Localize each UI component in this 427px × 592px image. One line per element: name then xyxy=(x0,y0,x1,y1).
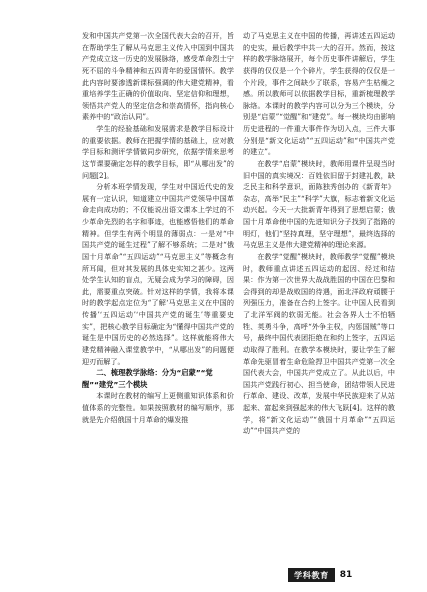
paragraph: 分析本班学情发现，学生对中国近代史的发展有一定认识，知道建立中国共产党领导中国革命走向成功的；不仅能说出语文课本上学过的不少革命先烈的名字和事迹，也能感悟他们的革命精神。但学生有两个明显的薄弱点：一是对“中国共产党的诞生过程”了解不够系统；二是对“俄国十月革命”“五四运动”“马克思主义”等概念有所耳闻，但对其发展的具体史实知之甚少。这两处学生认知的盲点，无疑会成为学习的障碍，因此，需要重点突破。针对这样的学情，我将本课时的教学起点定位为“了解‘马克思主义在中国的传播’‘五四运动’‘中国共产党的诞生’等重要史实”，把核心教学目标确定为“懂得中国共产党的诞生是中国历史的必然选择”。这样就能将伟大建党精神融入课堂教学中，“从哪出发”的问题便迎刃而解了。 xyxy=(82,182,234,366)
section-heading: 二、梳理教学脉络：分为“启蒙”“觉醒”“建党”三个模块 xyxy=(82,368,213,389)
right-column xyxy=(243,30,395,437)
paragraph: 本课时在教材的编写上更侧重知识体系和价值体系的完整性。如果按照教材的编写顺序，那就是先介绍俄国十月革命的爆发推 xyxy=(82,391,234,424)
left-column xyxy=(82,30,234,425)
page-number: 81 xyxy=(339,570,353,580)
page-footer xyxy=(288,568,352,582)
paragraph: 动了马克思主义在中国的传播，再讲述五四运动的史实，最后教学中共一大的召开。然而，按这样的教学脉络展开，每个历史事件讲解后，学生获得的仅仅是一个个碎片，学生获得的仅仅是一个片段，事件之间缺少了联系，容易产生枯燥之感。所以教师可以依据教学目标，重新梳理教学脉络。本课时的教学内容可以分为三个模块，分别是“启蒙”“觉醒”和“建党”。每一模块均由影响历史进程的一件重大事件作为切入点，三件大事分别是“新文化运动”“五四运动”和“中国共产党的建立”。 xyxy=(243,31,395,157)
paragraph: 在教学“觉醒”模块时，教师教学“觉醒”模块时，教师重点讲述五四运动的起因、经过和结果：作为第一次世界大战战胜国的中国在巴黎和会得到的却是战败国的待遇，面北洋政府頑腰于列强压力，准备在合约上签字。让中国人民看到了北洋军阀的软弱无能。社会各界人士不怕牺牲、英勇斗争，高呼“外争主权，内惩国贼”等口号，最终中国代表团拒绝在和约上签字，五四运动取得了胜利。在教学本模块时，要让学生了解革命先驱冒着生命危险捍卫中国共产党第一次全国代表大会，中国共产党成立了。从此以后，中国共产党践行初心、担当使命，团结带领人民进行革命、建设、改革，发展中华民族迎来了从站起来、富起来到强起来的伟大飞跃[4]。这样的教学，将“新文化运动”“俄国十月革命”“五四运动”“中国共产党的 xyxy=(243,251,395,436)
paragraph: 发和中国共产党第一次全国代表大会的召开，旨在帮助学生了解从马克思主义传入中国到中国共产党成立这一历史的发展脉络，感受革命烈士宁死不屈的斗争精神和五四青年的爱国情怀。教学此内容时要渗透新课标强调的伟大建党精神，看重培养学生正确的价值取向、坚定信仰和理想，领悟共产党人的坚定信念和崇高情怀，指向核心素养中的“政治认同”。 xyxy=(82,31,234,122)
journal-name-badge: 学科教育 xyxy=(288,568,335,582)
paragraph: 学生的经验基础和发展需求是教学目标设计的重要依据。教师在把握学情的基础上，应对教学目标和测评学情做同步研究，依据学情来思考这节课要确定怎样的教学目标，即“从哪出发”的问题[2]。 xyxy=(82,124,234,180)
paragraph: 在教学“启蒙”模块时，教师用课件呈现当时旧中国的真实境况：百姓依旧留于封建礼教，缺乏民主和科学意识，面陈独秀创办的《新青年》杂志，高举“民主”“科学”大旗，标志着新文化运动兴起。今天一大批新青年得到了思想启蒙；俄国十月革命使中国的先进知识分子找到了指路的明灯，他们“坚持真理，坚守理想”，最终选择的马克思主义是伟大建党精神的理论来源。 xyxy=(243,158,395,250)
